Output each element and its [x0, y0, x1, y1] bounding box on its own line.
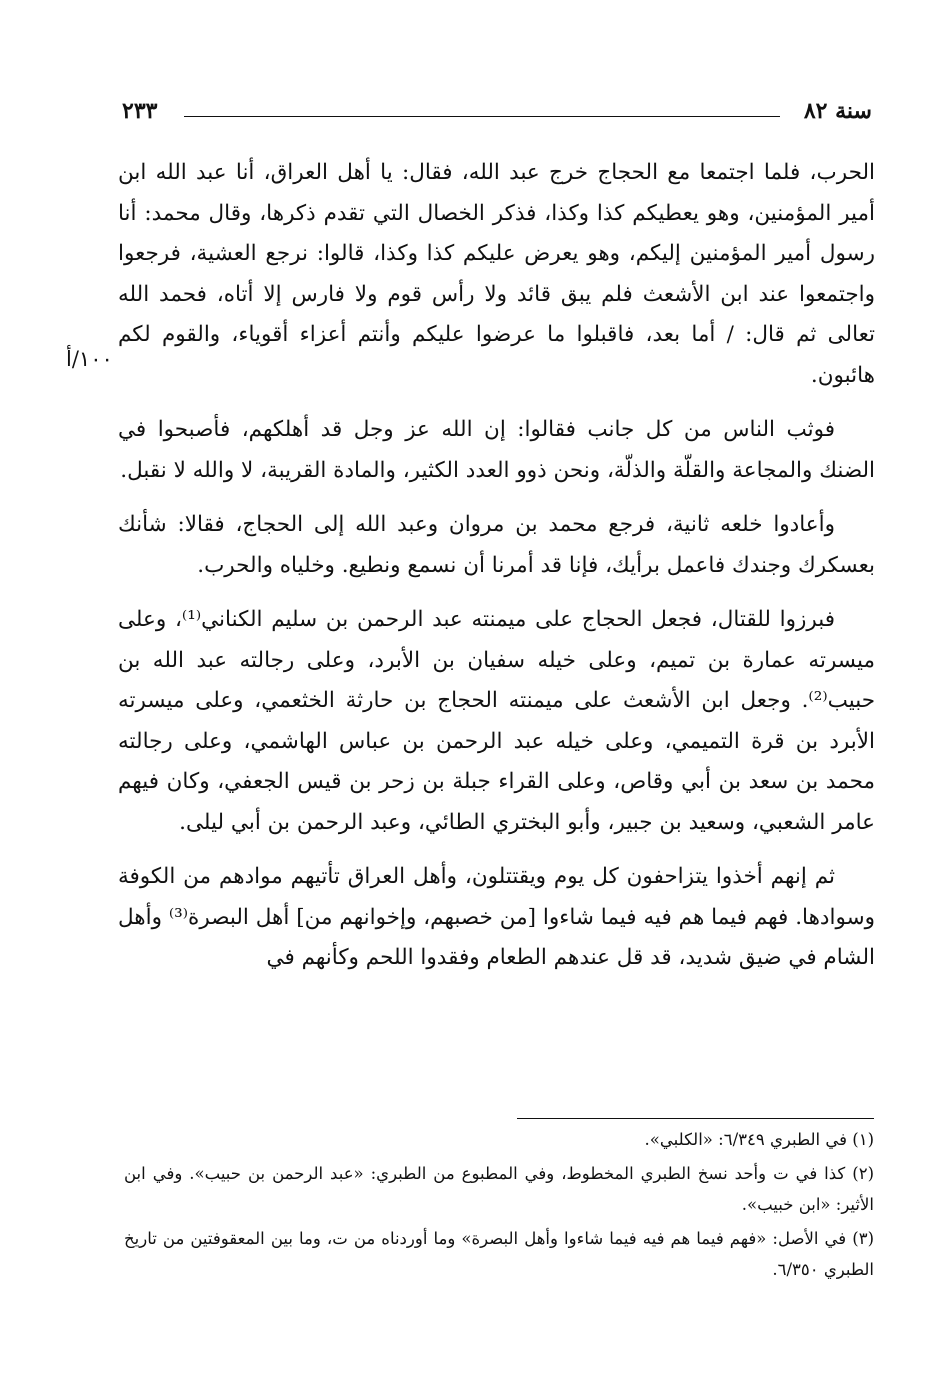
- paragraph: وأعادوا خلعه ثانية، فرجع محمد بن مروان وعبد الله إلى الحجاج، فقالا: شأنك بعسكرك وجندك فاعمل برأيك، فإنا قد أمرنا أن نسمع ونطيع. وخلياه والحرب.: [118, 512, 875, 578]
- footnotes: [124, 1124, 874, 1288]
- running-header: [122, 92, 872, 132]
- header-year: سنة ٨٢: [803, 98, 872, 124]
- paragraph: فوثب الناس من كل جانب فقالوا: إن الله عز وجل قد أهلكهم، فأصبحوا في الضنك والمجاعة والقلّة والذلّة، ونحن ذوو العدد الكثير، والمادة القريبة، لا والله لا نقبل.: [118, 417, 875, 483]
- footnote: (٢) كذا في ت وأحد نسخ الطبري المخطوط، وفي المطبوع من الطبري: «عبد الرحمن بن حبيب». وفي ابن الأثير: «ابن خبيب».: [124, 1164, 874, 1214]
- main-text: [66, 153, 875, 979]
- manuscript-folio-marker: ١٠٠/أ: [66, 347, 113, 371]
- paragraph-text: الحرب، فلما اجتمعا مع الحجاج خرج عبد الله، فقال: يا أهل العراق، أنا عبد الله ابن أمير المؤمنين، وهو يعطيكم كذا وكذا، فذكر الخصال التي تقدم ذكرها، وقال محمد: أنا رسول أمير المؤمنين إليكم، وهو يعرض عليكم كذا وكذا، قالوا: نرجع العشية، فرجعوا واجتمعوا عند ابن الأشعث فلم يبق قائد ولا رأس قوم ولا فارس إلا أتاه، فحمد الله تعالى ثم قال: / أما بعد، فاقبلوا ما عرضوا عليكم وأنتم أعزاء أقوياء، والقوم لكم هائبون.: [118, 160, 875, 388]
- paragraph: فبرزوا للقتال، فجعل الحجاج على ميمنته عبد الرحمن بن سليم الكناني⁽¹⁾، وعلى ميسرته عمارة بن تميم، وعلى خيله سفيان بن الأبرد، وعلى رجالته عبد الله بن حبيب⁽²⁾. وجعل ابن الأشعث على ميمنته الحجاج بن حارثة الخثعمي، وعلى ميسرته الأبرد بن قرة التميمي، وعلى خيله عبد الرحمن بن عباس الهاشمي، وعلى رجالته محمد بن سعد بن أبي وقاص، وعلى القراء جبلة بن زحر بن قيس الجعفي، وكان فيهم عامر الشعبي، وسعيد بن جبير، وأبو البختري الطائي، وعبد الرحمن بن أبي ليلى.: [118, 607, 875, 835]
- paragraph: ثم إنهم أخذوا يتزاحفون كل يوم ويقتتلون، وأهل العراق تأتيهم موادهم من الكوفة وسوادها. فهم فيما هم فيه فيما شاءوا [من خصبهم، وإخوانهم من] أهل البصرة⁽³⁾ وأهل الشام في ضيق شديد، قد قل عندهم الطعام وفقدوا اللحم وكأنهم في: [118, 864, 875, 970]
- footnote: (١) في الطبري ٦/٣٤٩: «الكلبي».: [644, 1130, 874, 1149]
- header-rule: [184, 116, 780, 117]
- footnote-separator: [517, 1118, 874, 1119]
- footnote: (٣) في الأصل: «فهم فيما هم فيه فيما شاءوا وأهل البصرة» وما أوردناه من ت، وما بين المعقوفتين من تاريخ الطبري ٦/٣٥٠.: [124, 1229, 874, 1279]
- paragraph: [66, 153, 875, 396]
- page-number: ٢٣٣: [122, 98, 158, 124]
